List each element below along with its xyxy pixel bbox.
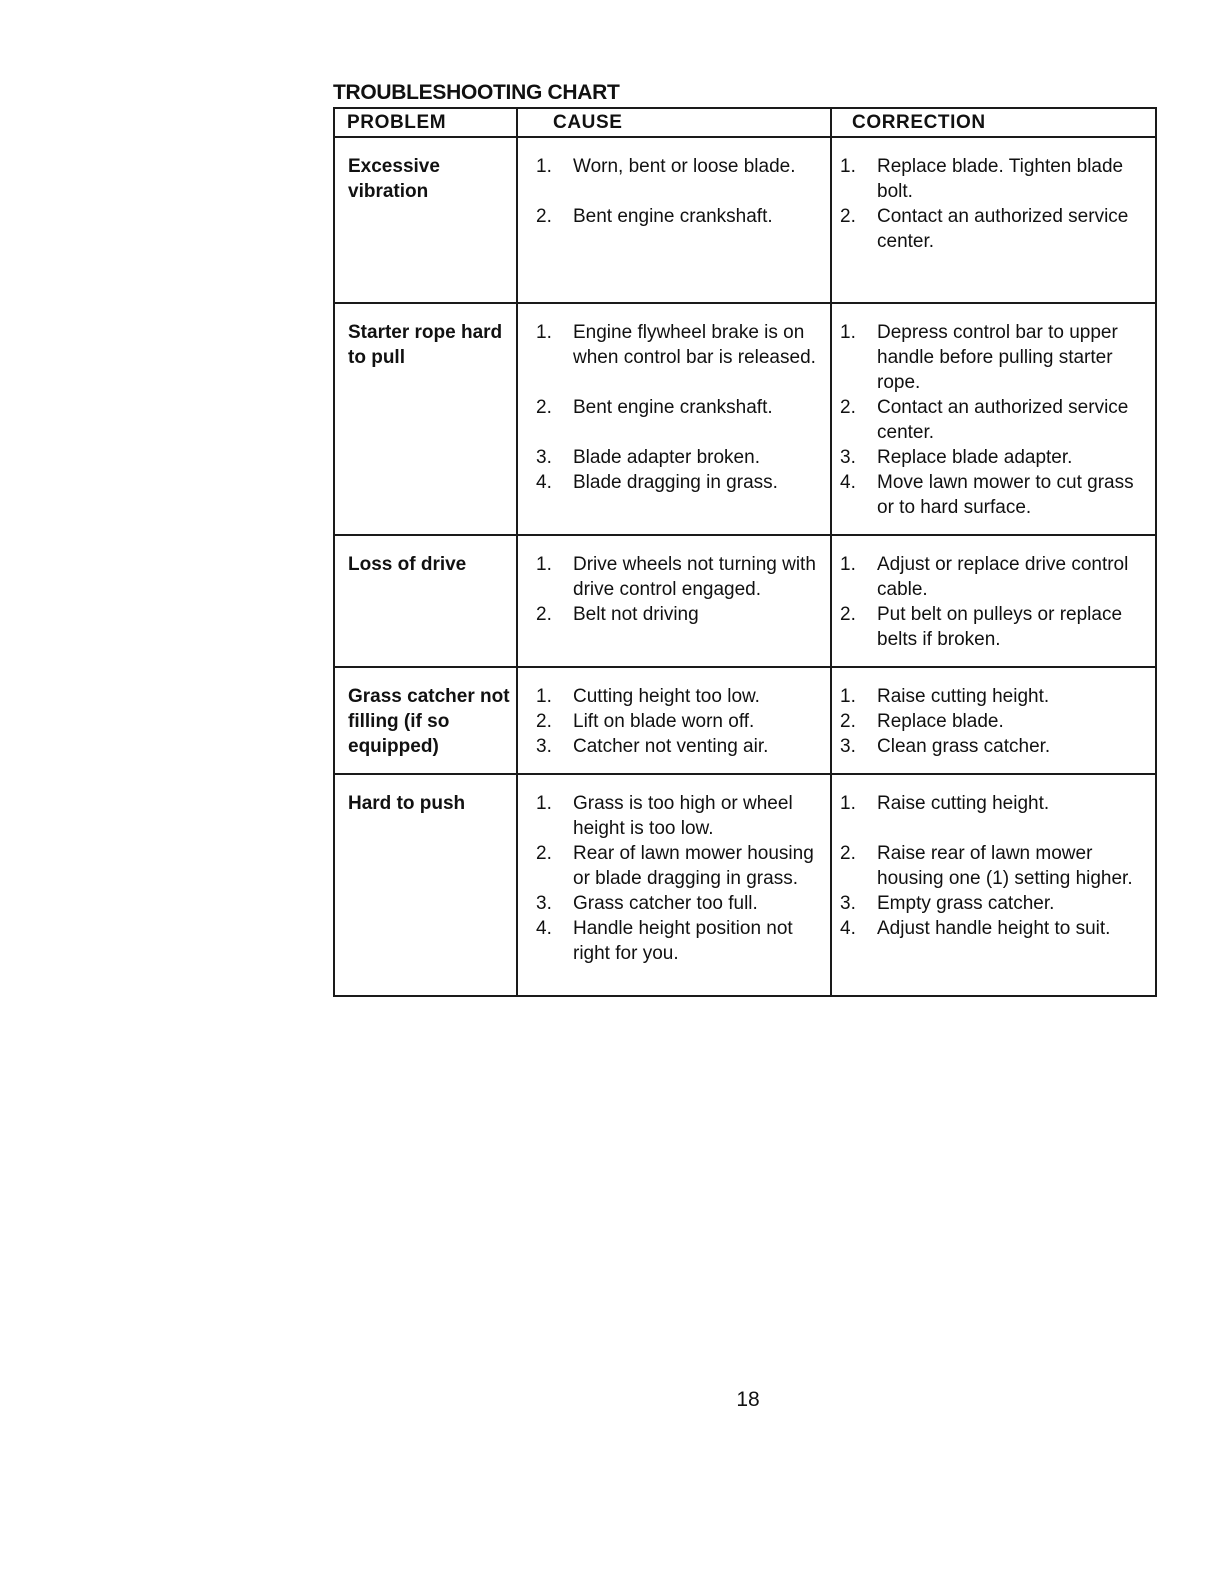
cause-cell <box>517 535 831 667</box>
item-text: Lift on blade worn off. <box>573 711 755 732</box>
cause-cell <box>517 774 831 996</box>
item-number: 3. <box>536 447 552 468</box>
item-number: 3. <box>536 736 552 757</box>
correction-cell <box>831 137 1156 303</box>
table-row <box>334 303 1156 535</box>
item-text: Move lawn mower to cut grass or to hard surface. <box>877 472 1134 518</box>
cause-item <box>536 791 824 841</box>
item-number: 2. <box>840 843 856 864</box>
item-text: Replace blade. <box>877 711 1004 732</box>
correction-item <box>840 320 1149 395</box>
item-number: 1. <box>536 554 552 575</box>
item-text: Rear of lawn mower housing or blade dragging in grass. <box>573 843 814 889</box>
cause-item <box>536 395 824 420</box>
correction-cell <box>831 535 1156 667</box>
item-text: Depress control bar to upper handle before pulling starter rope. <box>877 322 1118 393</box>
correction-item <box>840 552 1149 602</box>
item-number: 4. <box>840 918 856 939</box>
item-text: Handle height position not right for you. <box>573 918 793 964</box>
cause-item <box>536 552 824 602</box>
item-text: Belt not driving <box>573 604 699 625</box>
item-number: 3. <box>536 893 552 914</box>
item-text: Blade dragging in grass. <box>573 472 778 493</box>
item-number: 1. <box>840 686 856 707</box>
item-text: Empty grass catcher. <box>877 893 1055 914</box>
correction-item <box>840 791 1149 816</box>
item-text: Replace blade. Tighten blade bolt. <box>877 156 1124 202</box>
correction-item <box>840 891 1149 916</box>
correction-item <box>840 684 1149 709</box>
item-number: 2. <box>536 206 552 227</box>
problem-cell: Loss of drive <box>334 535 517 667</box>
table-row <box>334 535 1156 667</box>
problem-cell: Excessive vibration <box>334 137 517 303</box>
correction-item <box>840 154 1149 204</box>
column-header-cause: CAUSE <box>517 108 831 137</box>
table-header-row <box>334 108 1156 137</box>
correction-cell <box>831 774 1156 996</box>
problem-cell: Grass catcher not filling (if so equipped) <box>334 667 517 774</box>
item-number: 2. <box>536 397 552 418</box>
item-number: 2. <box>536 843 552 864</box>
item-text: Clean grass catcher. <box>877 736 1051 757</box>
cause-item <box>536 320 824 370</box>
cause-item <box>536 916 824 966</box>
item-number: 4. <box>536 918 552 939</box>
item-text: Catcher not venting air. <box>573 736 769 757</box>
item-text: Contact an authorized service center. <box>877 206 1129 252</box>
item-text: Cutting height too low. <box>573 686 760 707</box>
item-text: Adjust handle height to suit. <box>877 918 1111 939</box>
item-text: Adjust or replace drive control cable. <box>877 554 1129 600</box>
item-number: 2. <box>840 711 856 732</box>
cause-item <box>536 709 824 734</box>
item-text: Contact an authorized service center. <box>877 397 1129 443</box>
column-header-correction: CORRECTION <box>831 108 1156 137</box>
cause-item <box>536 204 824 229</box>
table-row <box>334 137 1156 303</box>
cause-item <box>536 734 824 759</box>
cause-cell <box>517 137 831 303</box>
item-number: 3. <box>840 447 856 468</box>
problem-cell: Hard to push <box>334 774 517 996</box>
table-row <box>334 774 1156 996</box>
item-text: Worn, bent or loose blade. <box>573 156 796 177</box>
correction-item <box>840 395 1149 445</box>
item-number: 2. <box>840 397 856 418</box>
cause-item <box>536 841 824 891</box>
correction-cell <box>831 667 1156 774</box>
item-number: 1. <box>536 686 552 707</box>
cause-item <box>536 154 824 179</box>
item-number: 1. <box>536 156 552 177</box>
cause-item <box>536 602 824 627</box>
item-number: 4. <box>840 472 856 493</box>
chart-title: TROUBLESHOOTING CHART <box>333 81 620 104</box>
item-number: 3. <box>840 736 856 757</box>
correction-item <box>840 602 1149 652</box>
item-number: 1. <box>840 554 856 575</box>
item-text: Engine flywheel brake is on when control bar is released. <box>573 322 816 368</box>
cause-cell <box>517 667 831 774</box>
item-number: 2. <box>840 206 856 227</box>
item-number: 1. <box>840 156 856 177</box>
cause-item <box>536 445 824 470</box>
item-number: 3. <box>840 893 856 914</box>
item-text: Replace blade adapter. <box>877 447 1073 468</box>
item-number: 4. <box>536 472 552 493</box>
item-text: Put belt on pulleys or replace belts if broken. <box>877 604 1123 650</box>
correction-item <box>840 204 1149 254</box>
cause-item <box>536 684 824 709</box>
item-text: Bent engine crankshaft. <box>573 206 773 227</box>
item-text: Drive wheels not turning with drive control engaged. <box>573 554 816 600</box>
item-number: 1. <box>536 322 552 343</box>
correction-cell <box>831 303 1156 535</box>
item-text: Bent engine crankshaft. <box>573 397 773 418</box>
item-text: Blade adapter broken. <box>573 447 760 468</box>
problem-cell: Starter rope hard to pull <box>334 303 517 535</box>
item-text: Grass is too high or wheel height is too low. <box>573 793 793 839</box>
correction-item <box>840 916 1149 941</box>
table-row <box>334 667 1156 774</box>
item-number: 1. <box>840 322 856 343</box>
item-text: Grass catcher too full. <box>573 893 758 914</box>
cause-cell <box>517 303 831 535</box>
correction-item <box>840 841 1149 891</box>
item-number: 2. <box>536 711 552 732</box>
item-number: 1. <box>840 793 856 814</box>
item-number: 2. <box>840 604 856 625</box>
troubleshooting-table <box>333 107 1157 997</box>
item-number: 2. <box>536 604 552 625</box>
item-text: Raise rear of lawn mower housing one (1) setting higher. <box>877 843 1133 889</box>
item-number: 1. <box>536 793 552 814</box>
correction-item <box>840 709 1149 734</box>
correction-item <box>840 734 1149 759</box>
correction-item <box>840 470 1149 520</box>
item-text: Raise cutting height. <box>877 793 1050 814</box>
cause-item <box>536 470 824 495</box>
column-header-problem: PROBLEM <box>334 108 517 137</box>
correction-item <box>840 445 1149 470</box>
cause-item <box>536 891 824 916</box>
page-number: 18 <box>736 1388 760 1411</box>
item-text: Raise cutting height. <box>877 686 1050 707</box>
